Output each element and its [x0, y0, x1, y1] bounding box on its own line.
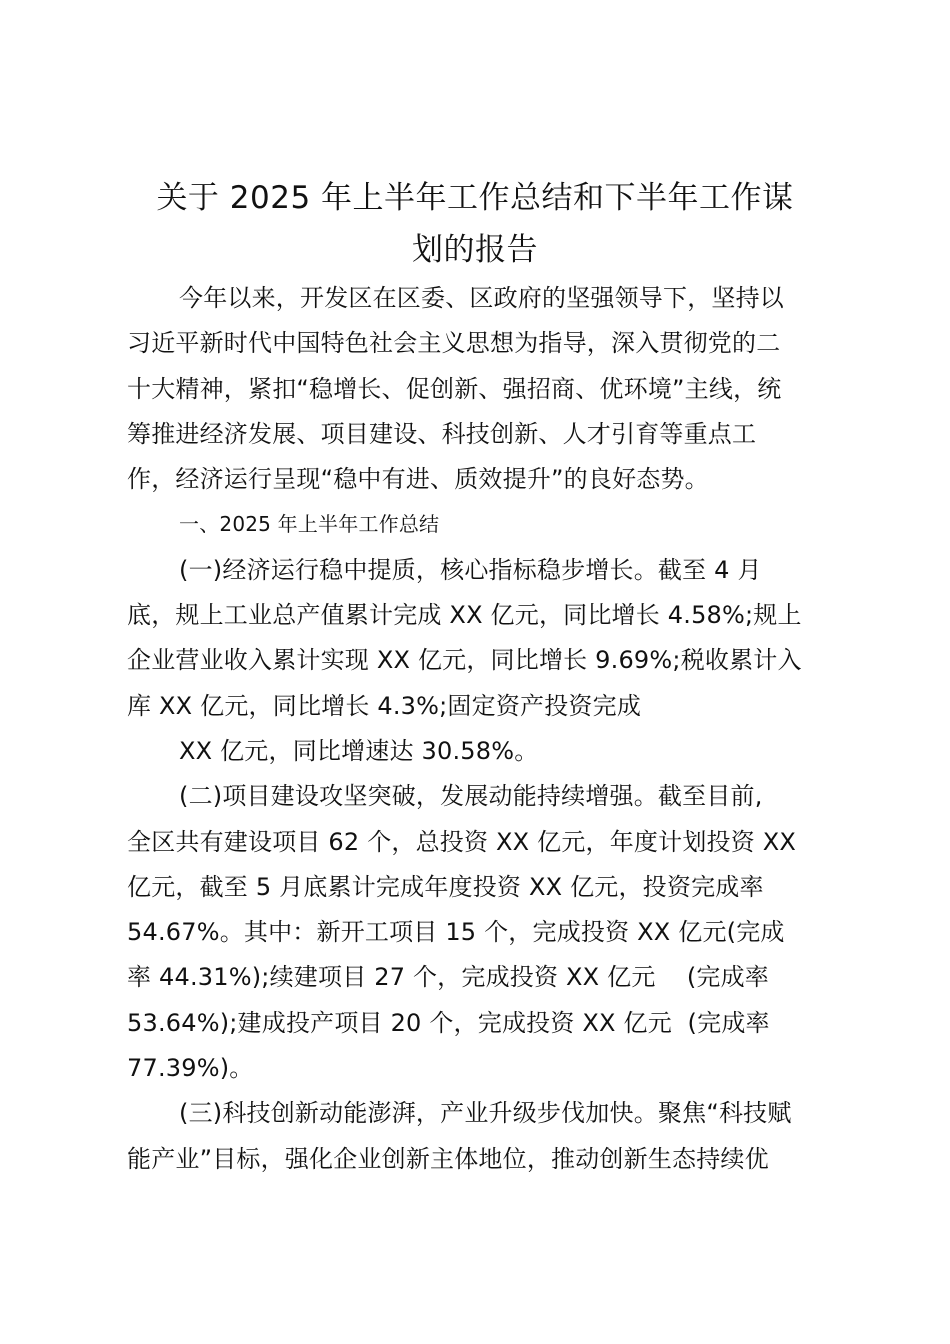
- paragraph-line: 库 XX 亿元，同比增长 4.3%;固定资产投资完成: [127, 691, 642, 720]
- document-body: [127, 276, 837, 1182]
- paragraph-line: 筹推进经济发展、项目建设、科技创新、人才引育等重点工: [127, 419, 757, 448]
- title-line-2: 划的报告: [412, 232, 538, 268]
- paragraph-line: 十大精神，紧扣“稳增长、促创新、强招商、优环境”主线，统: [127, 374, 782, 403]
- paragraph-line: 53.64%);建成投产项目 20 个，完成投资 XX 亿元 (完成率: [127, 1008, 770, 1037]
- paragraph-line: 全区共有建设项目 62 个，总投资 XX 亿元，年度计划投资 XX: [127, 827, 797, 856]
- title-line-1: 关于 2025 年上半年工作总结和下半年工作谋: [156, 180, 794, 216]
- paragraph-line: 底，规上工业总产值累计完成 XX 亿元，同比增长 4.58%;规上: [127, 601, 802, 630]
- paragraph-line: (一)经济运行稳中提质，核心指标稳步增长。截至 4 月: [179, 555, 762, 584]
- paragraph-line: (二)项目建设攻坚突破，发展动能持续增强。截至目前,: [179, 782, 763, 811]
- paragraph-line: (三)科技创新动能澎湃，产业升级步伐加快。聚焦“科技赋: [179, 1099, 792, 1128]
- paragraph-line: 77.39%)。: [127, 1054, 254, 1083]
- document-title: [120, 172, 830, 276]
- paragraph-line: 作，经济运行呈现“稳中有进、质效提升”的良好态势。: [127, 465, 709, 494]
- paragraph-line: 今年以来，开发区在区委、区政府的坚强领导下，坚持以: [179, 284, 784, 312]
- section-heading: 一、2025 年上半年工作总结: [179, 512, 440, 537]
- paragraph-line: 54.67%。其中：新开工项目 15 个，完成投资 XX 亿元(完成: [127, 918, 785, 947]
- paragraph-line: 能产业”目标，强化企业创新主体地位，推动创新生态持续优: [127, 1144, 769, 1173]
- paragraph-line: 率 44.31%);续建项目 27 个，完成投资 XX 亿元 (完成率: [127, 963, 770, 992]
- paragraph-line: XX 亿元，同比增速达 30.58%。: [179, 736, 539, 765]
- paragraph-line: 习近平新时代中国特色社会主义思想为指导，深入贯彻党的二: [127, 329, 781, 358]
- paragraph-line: 企业营业收入累计实现 XX 亿元，同比增长 9.69%;税收累计入: [127, 646, 802, 675]
- paragraph-line: 亿元，截至 5 月底累计完成年度投资 XX 亿元，投资完成率: [127, 872, 764, 901]
